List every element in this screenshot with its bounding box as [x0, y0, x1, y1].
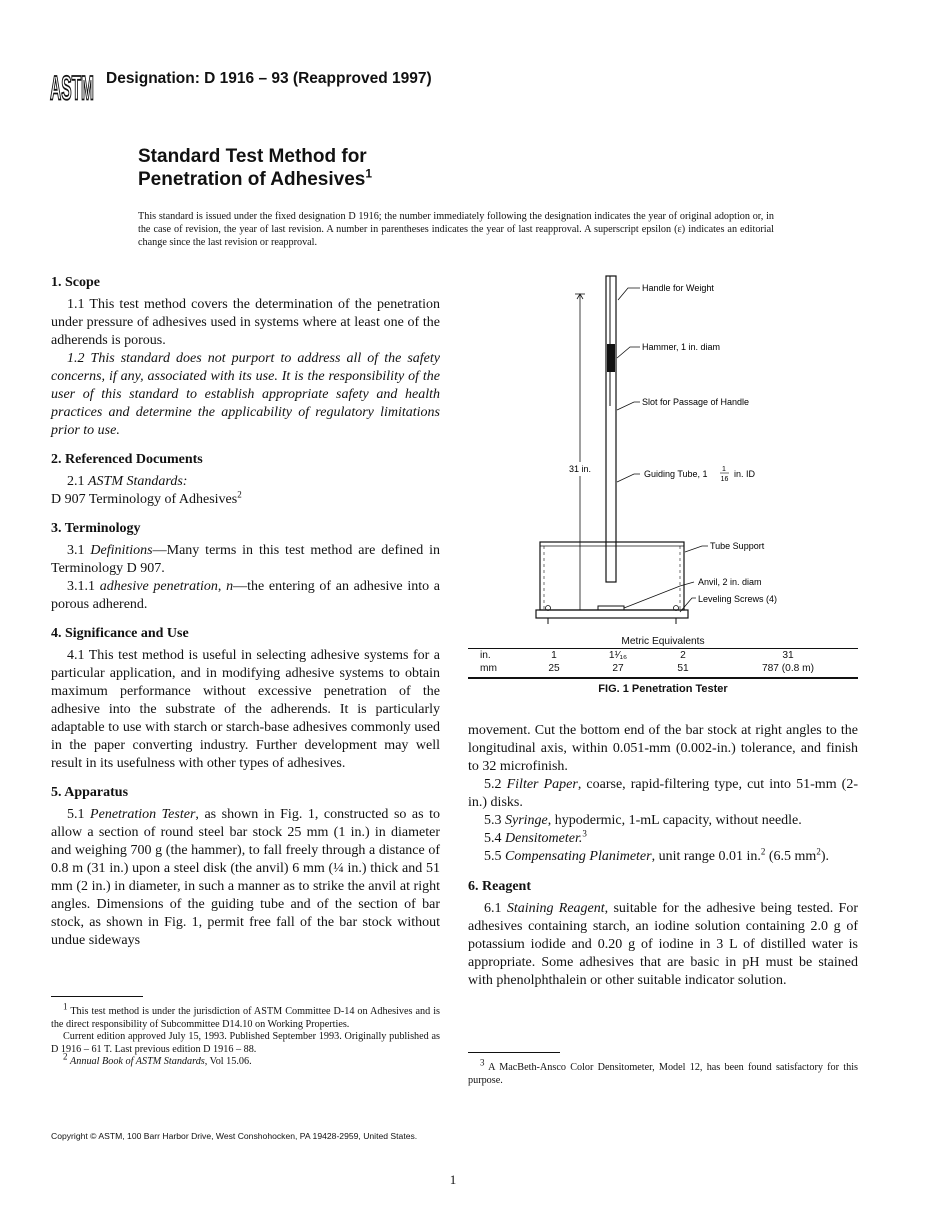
apparatus-5-5: [468, 848, 858, 866]
footnote-1-num: 1: [63, 1001, 68, 1012]
guiding-tube-shape: [606, 276, 616, 582]
intro-paragraph: This standard is issued under the fixed designation D 1916; the number immediately following the designation indicates the year of original adoption or, in the case of revision, the year of last revision. A number in parentheses indicates the year of last reapproval. A superscript epsilon (ε) indicates an editorial change since the last revision or reapproval.: [138, 211, 774, 249]
copyright: Copyright © ASTM, 100 Barr Harbor Drive, West Conshohocken, PA 19428-2959, United States.: [51, 1131, 418, 1141]
metric-row-in: [468, 649, 858, 662]
left-column: [51, 274, 440, 950]
apparatus-5-5-text3: ).: [820, 849, 829, 864]
footnote-1b: Current edition approved July 15, 1993. Published September 1993. Originally published as D 1916 – 61 T. Last previous edition D 1916 – 88.: [51, 1031, 440, 1055]
terminology-3-1-num: 3.1: [67, 543, 85, 558]
metric-cell: 25: [548, 663, 560, 674]
reagent-6-1-text: , suitable for the adhesive being tested. For adhesives containing starch, an iodine solution containing 2.0 g of potassium iodide and 0.20 g of iodine in 3 L of distilled water is appropriate. Some adhesives that are basic in pH must be stained with phenolphthalein or other suitable indicator solution.: [468, 901, 858, 988]
apparatus-5-4-num: 5.4: [484, 831, 502, 846]
footnote-2-em: Annual Book of ASTM Standards: [70, 1056, 205, 1067]
footnotes-right: [468, 1057, 858, 1087]
apparatus-5-5-text1: , unit range 0.01 in.: [651, 849, 761, 864]
base-plate: [536, 610, 688, 618]
label-slot: Slot for Passage of Handle: [642, 397, 750, 407]
terminology-3-1-1-text: —the entering of an adhesive into a porous adherend.: [51, 579, 441, 612]
apparatus-5-4: [468, 830, 858, 848]
terminology-3-1-1: [51, 578, 440, 614]
footnote-2: [51, 1051, 440, 1069]
refdocs-2-1: [51, 473, 440, 491]
apparatus-5-3-text: , hypodermic, 1-mL capacity, without needle.: [547, 813, 802, 828]
astm-logo: [48, 66, 96, 106]
refdocs-2-1-text: ASTM Standards:: [88, 474, 188, 489]
footnotes-left: [51, 1001, 440, 1069]
label-guiding-frac-num: 1: [722, 466, 726, 473]
reagent-heading: 6. Reagent: [468, 879, 531, 894]
title-footnote-ref: 1: [365, 166, 373, 181]
apparatus-5-5-num: 5.5: [484, 849, 502, 864]
reagent-6-1: [468, 900, 858, 990]
label-leveling-screws: Leveling Screws (4): [698, 594, 778, 604]
reagent-6-1-em: Staining Reagent: [506, 901, 605, 916]
refdocs-footnote-ref: 2: [237, 489, 242, 500]
apparatus-5-1-num: 5.1: [67, 807, 85, 822]
apparatus-5-5-sup1: 2: [760, 846, 766, 857]
refdocs-d907: [51, 491, 440, 509]
footnote-3: [468, 1057, 858, 1087]
apparatus-5-1-em: Penetration Tester: [90, 807, 196, 822]
apparatus-5-4-em: Densitometer.: [505, 831, 583, 846]
terminology-3-1: [51, 542, 440, 578]
metric-cell: 787 (0.8 m): [761, 663, 815, 674]
scope-1-1: 1.1 This test method covers the determination of the penetration under pressure of adhesives used in systems where at least one of the adherends is porous.: [51, 297, 440, 348]
tube-support-frame: [540, 542, 684, 610]
apparatus-5-1-cont: movement. Cut the bottom end of the bar stock at right angles to the longitudinal axis, within 0.051-mm (0.002-in.) tolerance, and finish to 32 microfinish.: [468, 723, 858, 774]
apparatus-5-2-em: Filter Paper: [506, 777, 578, 792]
metric-cell: 1: [551, 650, 557, 661]
metric-cell: in.: [480, 650, 491, 661]
terminology-3-1-1-pos: n: [226, 579, 234, 594]
apparatus-5-3-num: 5.3: [484, 813, 502, 828]
apparatus-5-2: [468, 776, 858, 812]
apparatus-5-1: [51, 806, 440, 950]
metric-cell: 27: [612, 663, 624, 674]
footnote-2-text: , Vol 15.06.: [204, 1056, 252, 1067]
apparatus-5-5-sup2: 2: [816, 846, 821, 857]
hammer-shape: [607, 344, 615, 372]
label-guiding-tube: Guiding Tube, 1: [644, 469, 708, 479]
label-anvil: Anvil, 2 in. diam: [698, 577, 762, 587]
metric-table: [468, 649, 858, 675]
terminology-3-1-1-sep: ,: [217, 579, 227, 594]
apparatus-5-3: [468, 812, 858, 830]
metric-cell: mm: [480, 663, 497, 674]
logo-text: ASTM: [49, 68, 94, 107]
metric-cell: 51: [677, 663, 689, 674]
refdocs-heading: 2. Referenced Documents: [51, 452, 203, 467]
footnote-rule-right: [468, 1052, 560, 1053]
right-column: [468, 722, 858, 990]
page-number: 1: [449, 1172, 457, 1187]
apparatus-5-3-em: Syringe: [505, 813, 548, 828]
metric-row-mm: [468, 662, 858, 675]
footnote-rule-left: [51, 996, 143, 997]
apparatus-5-2-text: , coarse, rapid-filtering type, cut into 51-mm (2-in.) disks.: [468, 777, 859, 810]
terminology-3-1-1-em: adhesive penetration: [99, 579, 218, 594]
significance-heading: 4. Significance and Use: [51, 626, 189, 641]
metric-cell: 31: [782, 650, 794, 661]
terminology-3-1-text: —Many terms in this test method are defined in Terminology D 907.: [51, 543, 440, 576]
apparatus-5-4-footnote-ref: 3: [582, 828, 587, 839]
figure-caption: FIG. 1 Penetration Tester: [598, 683, 728, 695]
apparatus-heading: 5. Apparatus: [51, 785, 129, 800]
metric-title: Metric Equivalents: [621, 636, 705, 647]
apparatus-5-2-num: 5.2: [484, 777, 502, 792]
metric-cell: 2: [680, 650, 686, 661]
apparatus-5-5-em: Compensating Planimeter: [505, 849, 652, 864]
label-guiding-frac-den: 16: [720, 476, 729, 483]
reagent-6-1-num: 6.1: [484, 901, 502, 916]
scope-1-2: 1.2 This standard does not purport to address all of the safety concerns, if any, associated with its use. It is the responsibility of the user of this standard to establish appropriate safety and health practices and determine the applicability of regulatory limitations prior to use.: [51, 351, 440, 438]
label-guiding-end: in. ID: [734, 469, 756, 479]
footnote-1: [51, 1001, 440, 1031]
terminology-heading: 3. Terminology: [51, 521, 141, 536]
footnote-1-text: This test method is under the jurisdiction of ASTM Committee D-14 on Adhesives and is the direct responsibility of Subcommittee D14.10 on Working Properties.: [51, 1006, 440, 1030]
title-line-1: Standard Test Method for: [138, 146, 367, 167]
refdocs-2-1-num: 2.1: [67, 474, 85, 489]
label-tube-support: Tube Support: [710, 541, 765, 551]
significance-4-1: 4.1 This test method is useful in selecting adhesive systems for a particular application, and in modifying adhesive systems to obtain maximum performance without excessive penetration of the adhesive into the substrate of the adherends. It is particularly adaptable to use with starch or starch-base adhesives commonly used in the paper converting industry. Further development may well result in its usefulness with other types of adhesives.: [51, 648, 440, 771]
footnote-3-text: A MacBeth-Ansco Color Densitometer, Model 12, has been found satisfactory for this purpose.: [468, 1062, 858, 1086]
footnote-3-num: 3: [480, 1057, 485, 1068]
penetration-tester-figure: [468, 272, 858, 634]
terminology-3-1-em: Definitions: [90, 543, 153, 558]
label-handle: Handle for Weight: [642, 283, 714, 293]
metric-rule-bottom: [468, 677, 858, 679]
metric-cell: 1¹⁄₁₆: [608, 650, 628, 661]
scope-heading: 1. Scope: [51, 275, 100, 290]
footnote-2-num: 2: [63, 1051, 68, 1062]
terminology-3-1-1-num: 3.1.1: [67, 579, 95, 594]
document-title: [138, 145, 372, 191]
refdocs-d907-text: D 907 Terminology of Adhesives: [51, 492, 238, 507]
designation: Designation: D 1916 – 93 (Reapproved 1997): [106, 70, 432, 87]
height-label: 31 in.: [568, 464, 592, 474]
apparatus-5-5-text2: (6.5 mm: [765, 849, 817, 864]
apparatus-5-1-text: , as shown in Fig. 1, constructed so as to allow a section of round steel bar stock 25 mm (1 in.) in diameter and weighing 700 g (the hammer), to fall freely through a distance of 0.8 m (31 in.) upon a steel disk (the anvil) 6 mm (¼ in.) thick and 51 mm (2 in.) in diameter, in such a manner as to strike the anvil at right angles. Dimensions of the guiding tube and of the section of bar stock, as shown in Fig. 1, permit free fall of the bar stock without undue sideways: [51, 807, 441, 948]
label-hammer: Hammer, 1 in. diam: [642, 342, 721, 352]
title-line-2: Penetration of Adhesives: [138, 169, 366, 190]
